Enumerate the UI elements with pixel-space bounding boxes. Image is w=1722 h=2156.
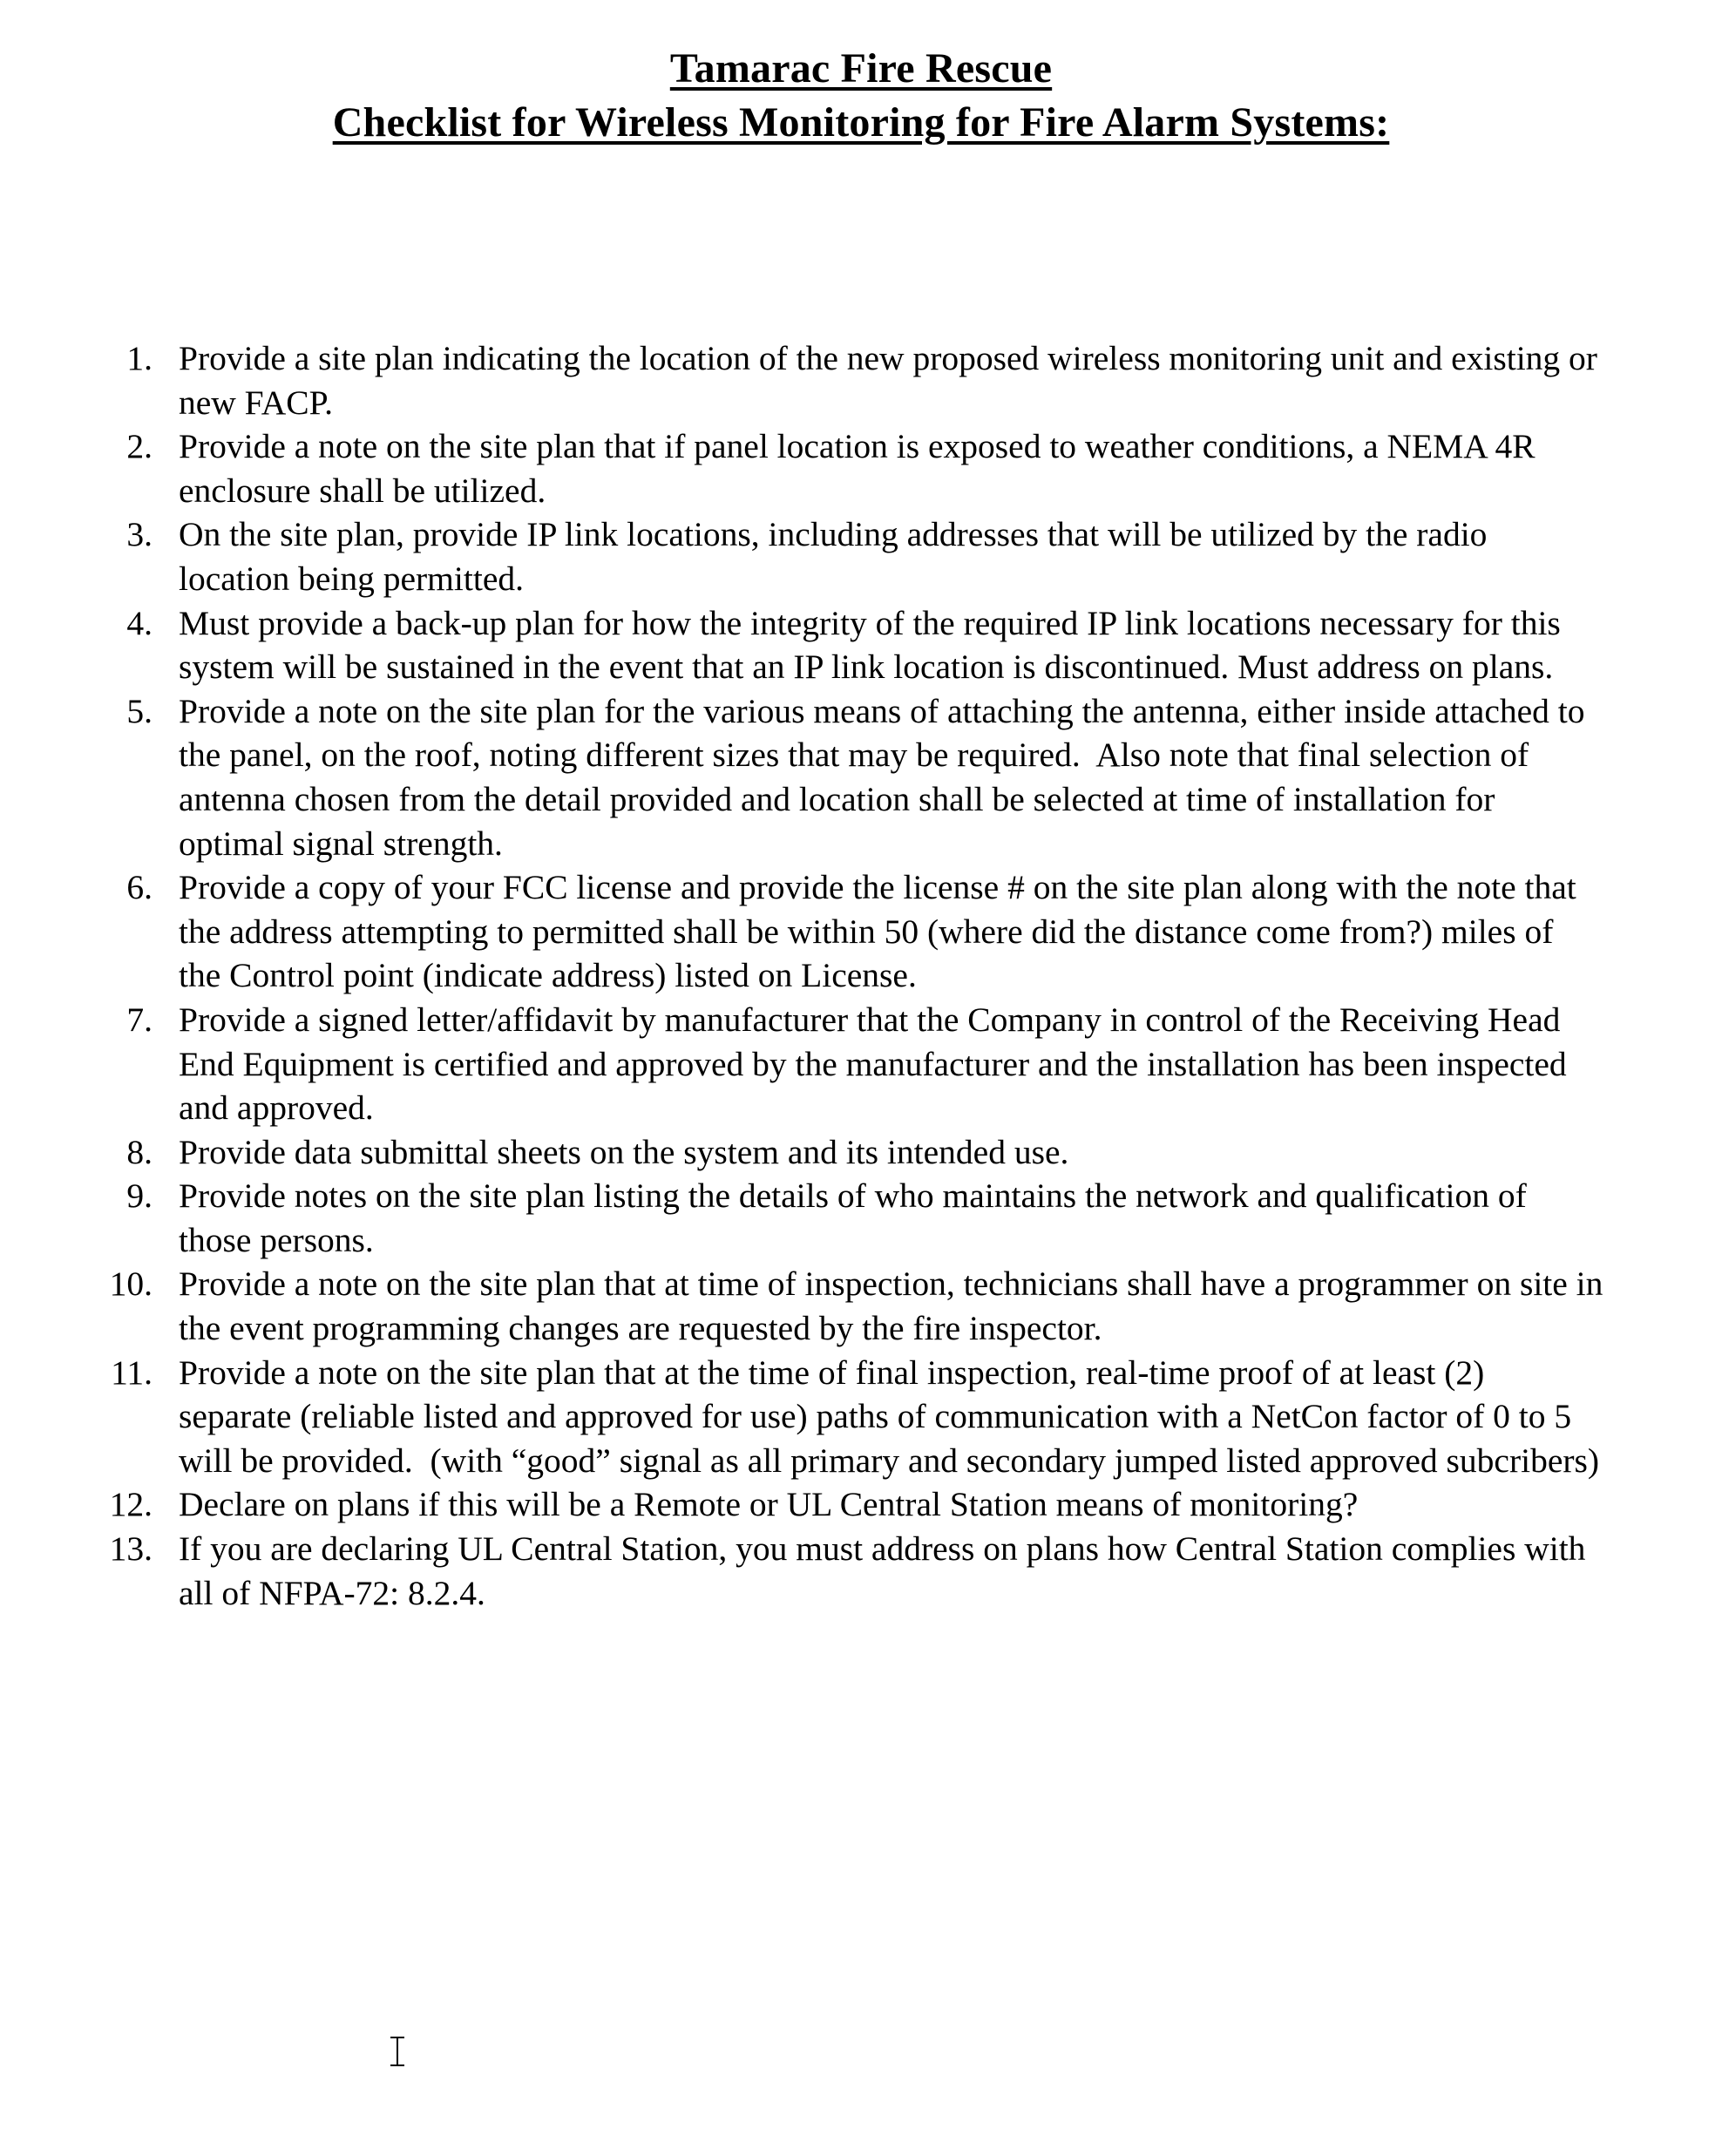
checklist-item — [0, 336, 1722, 424]
checklist-item — [0, 998, 1722, 1130]
page-title-primary: Tamarac Fire Rescue — [669, 45, 1053, 92]
checklist-item-number: 2. — [126, 427, 153, 466]
checklist-item-text: If you are declaring UL Central Station, you must address on plans how Central Station complies with all of NFPA-72: 8.2.4. — [179, 1529, 1595, 1612]
checklist-item-text: Provide a site plan indicating the location of the new proposed wireless monitoring unit and existing or new FACP. — [179, 339, 1606, 422]
checklist-item-number: 12. — [109, 1485, 153, 1524]
checklist-item-text: Provide a note on the site plan that at time of inspection, technicians shall have a programmer on site in the event programming changes are requested by the fire inspector. — [179, 1264, 1612, 1348]
document-title-block — [0, 0, 1722, 150]
checklist-item-number: 9. — [126, 1176, 153, 1216]
checklist-item-number: 8. — [126, 1132, 153, 1171]
checklist-item-number: 13. — [109, 1529, 153, 1569]
checklist-item-text: On the site plan, provide IP link locations, including addresses that will be utilized by the radio location being permitted. — [179, 515, 1496, 598]
checklist-item-text: Provide a signed letter/affidavit by manufacturer that the Company in control of the Receiving Head End Equipment is certified and approved by the manufacturer and the installation has been inspected and approved. — [179, 1000, 1576, 1128]
checklist-item-number: 7. — [126, 1000, 153, 1039]
checklist-item-text: Provide a note on the site plan for the various means of attaching the antenna, either inside attached to the panel, on the roof, noting different sizes that may be required. Also note that final selection of antenna chosen from the detail provided and location shall be selected at time of installation for optimal signal strength. — [179, 691, 1594, 863]
page-title-subtitle: Checklist for Wireless Monitoring for Fire Alarm Systems: — [332, 99, 1390, 146]
checklist-item-text: Must provide a back-up plan for how the integrity of the required IP link locations necessary for this system will be sustained in the event that an IP link location is discontinued. Must address on plans. — [179, 603, 1569, 687]
checklist-item — [0, 1351, 1722, 1483]
checklist-item-number: 11. — [111, 1353, 153, 1392]
checklist-item — [0, 601, 1722, 689]
checklist-item — [0, 1174, 1722, 1262]
checklist-item-number: 6. — [126, 868, 153, 907]
checklist-item — [0, 1527, 1722, 1615]
checklist-item — [0, 1262, 1722, 1350]
checklist-item — [0, 865, 1722, 998]
checklist-item-text: Provide data submittal sheets on the system and its intended use. — [179, 1132, 1069, 1171]
checklist-item-number: 4. — [126, 603, 153, 642]
checklist-item — [0, 1482, 1722, 1527]
page-title-line-2 — [0, 96, 1722, 150]
checklist-item — [0, 512, 1722, 600]
checklist-item-text: Provide a note on the site plan that if panel location is exposed to weather conditions, a NEMA 4R enclosure shall be utilized. — [179, 427, 1544, 510]
checklist-item-number: 5. — [126, 691, 153, 730]
page-title-line-1 — [0, 42, 1722, 96]
checklist-item-text: Provide a copy of your FCC license and provide the license # on the site plan along with the note that the address attempting to permitted shall be within 50 (where did the distance come from?) miles of the Control point (indicate address) listed on License. — [179, 868, 1585, 995]
checklist-item-text: Provide notes on the site plan listing the details of who maintains the network and qualification of those persons. — [179, 1176, 1536, 1259]
checklist-item — [0, 1130, 1722, 1175]
text-cursor-artifact — [397, 2037, 398, 2066]
checklist — [0, 336, 1722, 1615]
checklist-item-text: Declare on plans if this will be a Remote or UL Central Station means of monitoring? — [179, 1485, 1359, 1524]
checklist-item-number: 1. — [126, 339, 153, 377]
checklist-item-number: 10. — [109, 1264, 153, 1304]
checklist-item-text: Provide a note on the site plan that at the time of final inspection, real-time proof of at least (2) separate (reliable listed and approved for use) paths of communication with a NetCon factor of 0 to 5 will be provided. (with “good” signal as all primary and secondary jumped listed approved subcribers) — [179, 1353, 1600, 1480]
checklist-item-number: 3. — [126, 515, 153, 554]
checklist-item — [0, 689, 1722, 865]
checklist-item — [0, 424, 1722, 512]
